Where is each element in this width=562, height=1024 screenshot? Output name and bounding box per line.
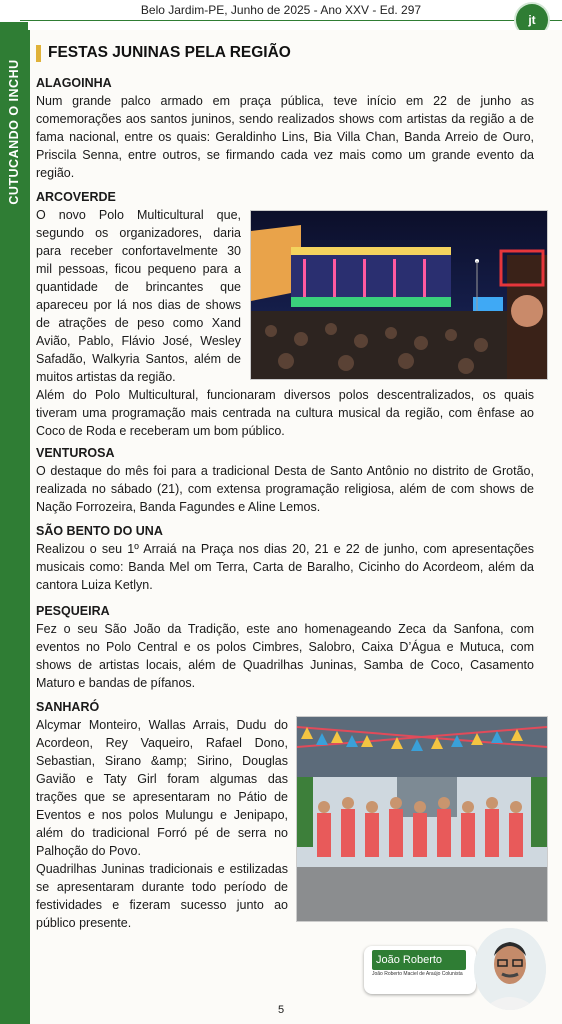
section-text: Alcymar Monteiro, Wallas Arrais, Dudu do Acordeon, Rey Vaqueiro, Rafael Dono, Sebastian, Sirano &amp; Sirino, Douglas Gavião e Taty Girl foram algumas das trações que se apresentaram no Pátio de Eventos e nos polos Mulungu e Jenipapo, além do tradicional Forró pé de serra no Palhoção do Povo.: [36, 718, 288, 858]
publication-logo: jt: [516, 4, 548, 36]
section-heading: ALAGOINHA: [36, 76, 112, 90]
arcoverde-concert-photo: [250, 210, 548, 380]
article-title: FESTAS JUNINAS PELA REGIÃO: [48, 44, 291, 61]
sanharo-quadrilha-photo: [296, 716, 548, 922]
section-text: Fez o seu São João da Tradição, este ano homenageando Zeca da Sanfona, com eventos no Polo Central e os polos Cimbres, Salobro, Caixa D’Água e Mutuca, com shows de artistas locais, além de Quadrilhas Juninas, Samba de Coco, Casamento Maturo e bandas de pífanos.: [36, 622, 534, 690]
column-sidebar: [0, 22, 28, 1024]
section-text: Realizou o seu 1º Arraiá na Praça nos dias 20, 21 e 22 de junho, com apresentações musicais como: Banda Mel om Terra, Carta de Baralho, Cicinho do Acordeom, além da cantora Luiza Ketlyn.: [36, 542, 534, 592]
section-text: O destaque do mês foi para a tradicional Desta de Santo Antônio no distrito de Grotão, realizada no sábado (21), com extensa programação religiosa, além de com shows de Nação Forrozeira, Banda Fagundes e Aline Lemos.: [36, 464, 534, 514]
section-sao-bento-do-una: [36, 522, 534, 594]
author-name: João Roberto: [372, 950, 466, 970]
author-card: [364, 946, 476, 994]
section-sanharo: [36, 698, 288, 932]
author-avatar: [474, 928, 546, 1010]
section-alagoinha: [36, 74, 534, 182]
section-heading: VENTUROSA: [36, 446, 115, 460]
section-text-continued: Além do Polo Multicultural, funcionaram diversos polos descentralizados, os quais tiveram uma programação mais centrada na cultura musical da região, com ênfase ao Coco de Roda e receberam um bom público.: [36, 388, 534, 438]
author-subtitle: João Roberto Maciel de Araújo Colunista: [372, 971, 463, 977]
article-frame: [28, 30, 562, 1024]
title-accent-bar: [36, 45, 41, 62]
section-venturosa: [36, 444, 534, 516]
section-pesqueira: [36, 602, 534, 692]
column-name: CUTUCANDO O INCHU: [7, 59, 21, 205]
section-heading: SANHARÓ: [36, 700, 100, 714]
section-heading: SÃO BENTO DO UNA: [36, 524, 163, 538]
header-divider: [20, 20, 562, 21]
article-title-row: [36, 44, 291, 62]
page-number: 5: [277, 1004, 285, 1016]
section-heading: PESQUEIRA: [36, 604, 110, 618]
section-text: O novo Polo Multicultural que, segundo os organizadores, daria para receber confortavelmente 30 mil pessoas, ficou pequeno para a quantidade de brincantes que apareceu por lá nos dias de shows de atrações de peso como Xand Avião, Pablo, Flávio José, Wesley Safadão, Walkyria Santos, além de muitos artistas da região.: [36, 208, 241, 384]
section-text-continued: Quadrilhas Juninas tradicionais e estilizadas se apresentaram durante todo período de festividades e fizeram sucesso junto ao público presente.: [36, 862, 288, 930]
section-heading: ARCOVERDE: [36, 190, 116, 204]
section-text: Num grande palco armado em praça pública, teve início em 22 de junho as comemorações aos santos juninos, sendo realizados shows com artistas da região a de fama nacional, entre os quais: Geraldinho Lins, Bia Villa Chan, Banda Arreio de Ouro, Priscila Senna, entre outros, se firmando cada vez mais como um grande evento da região.: [36, 94, 534, 180]
edition-header: Belo Jardim-PE, Junho de 2025 - Ano XXV - Ed. 297: [140, 3, 422, 17]
